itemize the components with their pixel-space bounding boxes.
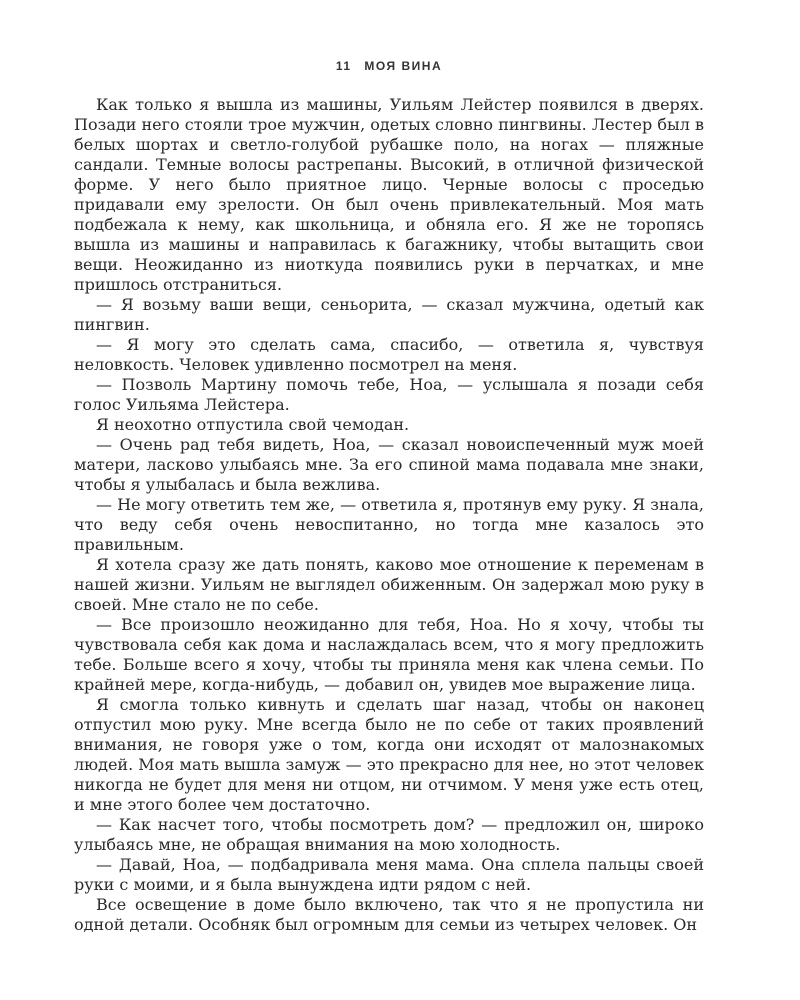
paragraph: — Я возьму ваши вещи, сеньорита, — сказал мужчина, одетый как пингвин. xyxy=(74,295,704,334)
paragraph: — Не могу ответить тем же, — ответила я, протянув ему руку. Я знала, что веду себя очень невоспитанно, но тогда мне казалось это правильным. xyxy=(74,495,704,554)
running-head xyxy=(74,59,704,73)
paragraph: Я смогла только кивнуть и сделать шаг назад, чтобы он наконец отпустил мою руку. Мне всегда было не по себе от таких проявлений внимания, не говоря уже о том, когда они исходят от малознакомых людей. Моя мать вышла замуж — это прекрасно для нее, но этот человек никогда не будет для меня ни отцом, ни отчимом. У меня уже есть отец, и мне этого более чем достаточно. xyxy=(74,695,704,814)
book-page xyxy=(74,0,704,1000)
paragraph: Все освещение в доме было включено, так что я не пропустила ни одной детали. Особняк был огромным для семьи из четырех человек. Он xyxy=(74,895,704,934)
paragraph: Я неохотно отпустила свой чемодан. xyxy=(96,415,410,434)
page-number: 11 xyxy=(335,59,352,73)
paragraph: — Давай, Ноа, — подбадривала меня мама. Она сплела пальцы своей руки с моими, и я была вынуждена идти рядом с ней. xyxy=(74,855,704,894)
paragraph: — Все произошло неожиданно для тебя, Ноа. Но я хочу, чтобы ты чувствовала себя как дома и наслаждалась всем, что я могу предложить тебе. Больше всего я хочу, чтобы ты приняла меня как члена семьи. По крайней мере, когда-нибудь, — добавил он, увидев мое выражение лица. xyxy=(74,615,704,694)
paragraph: Как только я вышла из машины, Уильям Лейстер появился в дверях. Позади него стояли трое мужчин, одетых словно пингвины. Лестер был в белых шортах и светло-голубой рубашке поло, на ногах — пляжные сандали. Темные волосы растрепаны. Высокий, в отличной физической форме. У него было приятное лицо. Черные волосы с проседью придавали ему зрелости. Он был очень привлекательный. Моя мать подбежала к нему, как школьница, и обняла его. Я же не торопясь вышла из машины и направилась к багажнику, чтобы вытащить свои вещи. Неожиданно из ниоткуда появились руки в перчатках, и мне пришлось отстраниться. xyxy=(74,95,704,294)
body-text xyxy=(74,95,704,935)
paragraph: Я хотела сразу же дать понять, каково мое отношение к переменам в нашей жизни. Уильям не выглядел обиженным. Он задержал мою руку в своей. Мне стало не по себе. xyxy=(74,555,704,614)
paragraph: — Позволь Мартину помочь тебе, Ноа, — услышала я позади себя голос Уильяма Лейстера. xyxy=(74,375,704,414)
paragraph: — Как насчет того, чтобы посмотреть дом? — предложил он, широко улыбаясь мне, не обращая внимания на мою холодность. xyxy=(74,815,704,854)
paragraph: — Очень рад тебя видеть, Ноа, — сказал новоиспеченный муж моей матери, ласково улыбаясь мне. За его спиной мама подавала мне знаки, чтобы я улыбалась и была вежлива. xyxy=(74,435,704,494)
book-title: МОЯ ВИНА xyxy=(364,59,443,73)
paragraph: — Я могу это сделать сама, спасибо, — ответила я, чувствуя неловкость. Человек удивленно посмотрел на меня. xyxy=(74,335,704,374)
